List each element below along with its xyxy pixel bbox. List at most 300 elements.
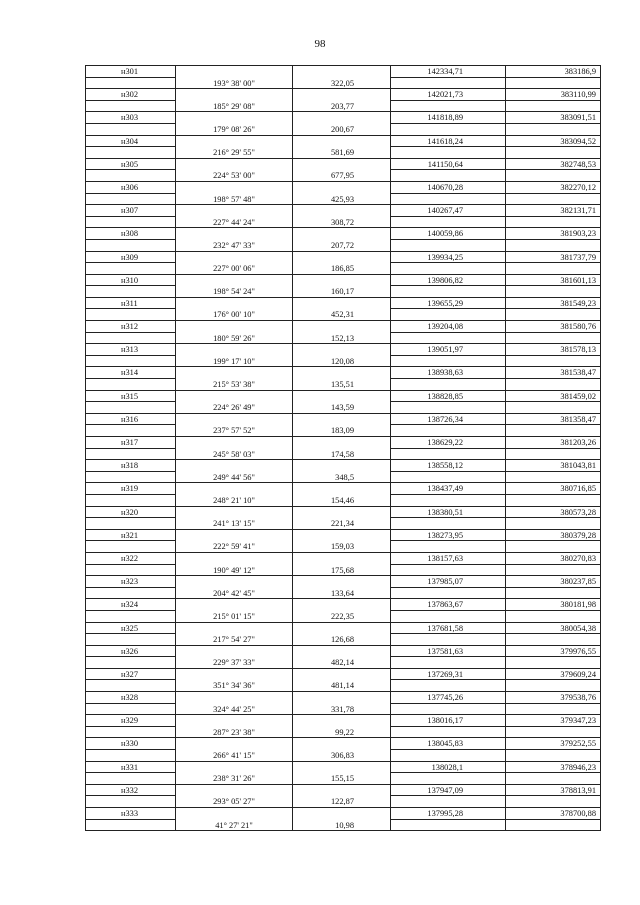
x-coordinate-cell: 139806,82 <box>391 275 506 287</box>
empty-point-cell <box>86 101 176 113</box>
point-id-cell: н309 <box>86 252 176 264</box>
point-id-cell: н322 <box>86 553 176 565</box>
direction-angle-cell: 185° 29' 08" <box>176 101 293 113</box>
empty-x-cell <box>391 634 506 646</box>
point-row <box>86 391 601 403</box>
segment-row <box>86 78 601 90</box>
empty-y-cell <box>506 356 601 368</box>
empty-y-cell <box>506 588 601 600</box>
empty-angle-cell <box>176 414 293 426</box>
point-row <box>86 437 601 449</box>
distance-cell: 482,14 <box>293 657 391 669</box>
y-coordinate-cell: 382270,12 <box>506 182 601 194</box>
y-coordinate-cell: 381358,47 <box>506 414 601 426</box>
segment-row <box>86 449 601 461</box>
point-id-cell: н315 <box>86 391 176 403</box>
point-row <box>86 507 601 519</box>
empty-y-cell <box>506 773 601 785</box>
y-coordinate-cell: 378700,88 <box>506 808 601 820</box>
point-row <box>86 483 601 495</box>
empty-angle-cell <box>176 228 293 240</box>
empty-x-cell <box>391 495 506 507</box>
segment-row <box>86 101 601 113</box>
segment-row <box>86 333 601 345</box>
empty-y-cell <box>506 101 601 113</box>
empty-angle-cell <box>176 715 293 727</box>
empty-angle-cell <box>176 275 293 287</box>
empty-point-cell <box>86 309 176 321</box>
empty-y-cell <box>506 333 601 345</box>
y-coordinate-cell: 380054,38 <box>506 623 601 635</box>
x-coordinate-cell: 137985,07 <box>391 576 506 588</box>
y-coordinate-cell: 382131,71 <box>506 205 601 217</box>
empty-distance-cell <box>293 298 391 310</box>
point-id-cell: н304 <box>86 136 176 148</box>
segment-row <box>86 472 601 484</box>
empty-distance-cell <box>293 182 391 194</box>
point-row <box>86 228 601 240</box>
point-id-cell: н325 <box>86 623 176 635</box>
distance-cell: 126,68 <box>293 634 391 646</box>
point-id-cell: н302 <box>86 89 176 101</box>
empty-x-cell <box>391 240 506 252</box>
x-coordinate-cell: 137863,67 <box>391 599 506 611</box>
empty-x-cell <box>391 518 506 530</box>
direction-angle-cell: 198° 54' 24" <box>176 286 293 298</box>
distance-cell: 99,22 <box>293 727 391 739</box>
empty-distance-cell <box>293 762 391 774</box>
distance-cell: 133,64 <box>293 588 391 600</box>
point-row <box>86 692 601 704</box>
distance-cell: 677,95 <box>293 170 391 182</box>
empty-angle-cell <box>176 66 293 78</box>
empty-point-cell <box>86 750 176 762</box>
segment-row <box>86 402 601 414</box>
empty-point-cell <box>86 263 176 275</box>
y-coordinate-cell: 379538,76 <box>506 692 601 704</box>
point-id-cell: н316 <box>86 414 176 426</box>
x-coordinate-cell: 141818,89 <box>391 112 506 124</box>
empty-point-cell <box>86 518 176 530</box>
segment-row <box>86 820 601 832</box>
empty-angle-cell <box>176 437 293 449</box>
empty-angle-cell <box>176 553 293 565</box>
y-coordinate-cell: 383110,99 <box>506 89 601 101</box>
segment-row <box>86 217 601 229</box>
empty-point-cell <box>86 704 176 716</box>
empty-distance-cell <box>293 530 391 542</box>
empty-distance-cell <box>293 785 391 797</box>
empty-y-cell <box>506 78 601 90</box>
empty-x-cell <box>391 727 506 739</box>
point-id-cell: н305 <box>86 159 176 171</box>
point-row <box>86 298 601 310</box>
empty-y-cell <box>506 379 601 391</box>
empty-x-cell <box>391 379 506 391</box>
empty-x-cell <box>391 217 506 229</box>
segment-row <box>86 611 601 623</box>
point-id-cell: н312 <box>86 321 176 333</box>
empty-angle-cell <box>176 646 293 658</box>
empty-distance-cell <box>293 112 391 124</box>
segment-row <box>86 309 601 321</box>
segment-row <box>86 147 601 159</box>
direction-angle-cell: 245° 58' 03" <box>176 449 293 461</box>
point-id-cell: н327 <box>86 669 176 681</box>
empty-distance-cell <box>293 321 391 333</box>
point-row <box>86 785 601 797</box>
empty-y-cell <box>506 170 601 182</box>
segment-row <box>86 634 601 646</box>
y-coordinate-cell: 381043,81 <box>506 460 601 472</box>
y-coordinate-cell: 379609,24 <box>506 669 601 681</box>
direction-angle-cell: 227° 00' 06" <box>176 263 293 275</box>
empty-point-cell <box>86 727 176 739</box>
x-coordinate-cell: 138157,63 <box>391 553 506 565</box>
x-coordinate-cell: 139655,29 <box>391 298 506 310</box>
direction-angle-cell: 204° 42' 45" <box>176 588 293 600</box>
y-coordinate-cell: 378946,23 <box>506 762 601 774</box>
empty-x-cell <box>391 78 506 90</box>
empty-angle-cell <box>176 159 293 171</box>
empty-point-cell <box>86 495 176 507</box>
direction-angle-cell: 198° 57' 48" <box>176 194 293 206</box>
direction-angle-cell: 199° 17' 10" <box>176 356 293 368</box>
segment-row <box>86 680 601 692</box>
y-coordinate-cell: 383094,52 <box>506 136 601 148</box>
empty-x-cell <box>391 309 506 321</box>
point-id-cell: н313 <box>86 344 176 356</box>
empty-y-cell <box>506 217 601 229</box>
x-coordinate-cell: 140059,86 <box>391 228 506 240</box>
segment-row <box>86 356 601 368</box>
empty-angle-cell <box>176 599 293 611</box>
direction-angle-cell: 190° 49' 12" <box>176 565 293 577</box>
point-row <box>86 530 601 542</box>
empty-x-cell <box>391 657 506 669</box>
empty-point-cell <box>86 611 176 623</box>
segment-row <box>86 750 601 762</box>
point-row <box>86 89 601 101</box>
empty-point-cell <box>86 773 176 785</box>
x-coordinate-cell: 138045,83 <box>391 738 506 750</box>
empty-distance-cell <box>293 437 391 449</box>
direction-angle-cell: 215° 01' 15" <box>176 611 293 623</box>
empty-y-cell <box>506 704 601 716</box>
empty-angle-cell <box>176 252 293 264</box>
x-coordinate-cell: 138938,63 <box>391 367 506 379</box>
direction-angle-cell: 180° 59' 26" <box>176 333 293 345</box>
segment-row <box>86 240 601 252</box>
empty-point-cell <box>86 565 176 577</box>
point-id-cell: н317 <box>86 437 176 449</box>
empty-x-cell <box>391 402 506 414</box>
point-row <box>86 367 601 379</box>
x-coordinate-cell: 141150,64 <box>391 159 506 171</box>
point-id-cell: н306 <box>86 182 176 194</box>
point-row <box>86 159 601 171</box>
distance-cell: 348,5 <box>293 472 391 484</box>
empty-angle-cell <box>176 136 293 148</box>
empty-point-cell <box>86 588 176 600</box>
point-id-cell: н331 <box>86 762 176 774</box>
point-row <box>86 414 601 426</box>
point-id-cell: н326 <box>86 646 176 658</box>
point-row <box>86 715 601 727</box>
empty-distance-cell <box>293 507 391 519</box>
empty-y-cell <box>506 565 601 577</box>
empty-angle-cell <box>176 530 293 542</box>
point-id-cell: н311 <box>86 298 176 310</box>
distance-cell: 222,35 <box>293 611 391 623</box>
direction-angle-cell: 287° 23' 38" <box>176 727 293 739</box>
y-coordinate-cell: 383186,9 <box>506 66 601 78</box>
empty-angle-cell <box>176 367 293 379</box>
y-coordinate-cell: 381580,76 <box>506 321 601 333</box>
segment-row <box>86 170 601 182</box>
y-coordinate-cell: 379252,55 <box>506 738 601 750</box>
empty-distance-cell <box>293 391 391 403</box>
empty-angle-cell <box>176 460 293 472</box>
x-coordinate-cell: 137269,31 <box>391 669 506 681</box>
empty-point-cell <box>86 796 176 808</box>
direction-angle-cell: 237° 57' 52" <box>176 425 293 437</box>
empty-y-cell <box>506 449 601 461</box>
direction-angle-cell: 229° 37' 33" <box>176 657 293 669</box>
empty-angle-cell <box>176 762 293 774</box>
x-coordinate-cell: 139204,08 <box>391 321 506 333</box>
empty-x-cell <box>391 425 506 437</box>
empty-point-cell <box>86 124 176 136</box>
empty-y-cell <box>506 124 601 136</box>
segment-row <box>86 495 601 507</box>
point-id-cell: н324 <box>86 599 176 611</box>
empty-y-cell <box>506 820 601 832</box>
segment-row <box>86 588 601 600</box>
distance-cell: 143,59 <box>293 402 391 414</box>
point-row <box>86 112 601 124</box>
distance-cell: 203,77 <box>293 101 391 113</box>
empty-angle-cell <box>176 321 293 333</box>
empty-distance-cell <box>293 159 391 171</box>
y-coordinate-cell: 381549,23 <box>506 298 601 310</box>
empty-distance-cell <box>293 89 391 101</box>
empty-y-cell <box>506 495 601 507</box>
empty-x-cell <box>391 194 506 206</box>
y-coordinate-cell: 381737,79 <box>506 252 601 264</box>
segment-row <box>86 657 601 669</box>
point-row <box>86 344 601 356</box>
empty-distance-cell <box>293 553 391 565</box>
distance-cell: 425,93 <box>293 194 391 206</box>
distance-cell: 331,78 <box>293 704 391 716</box>
empty-x-cell <box>391 147 506 159</box>
empty-distance-cell <box>293 205 391 217</box>
y-coordinate-cell: 381538,47 <box>506 367 601 379</box>
point-id-cell: н321 <box>86 530 176 542</box>
empty-angle-cell <box>176 182 293 194</box>
x-coordinate-cell: 137581,63 <box>391 646 506 658</box>
point-id-cell: н307 <box>86 205 176 217</box>
point-row <box>86 205 601 217</box>
distance-cell: 306,83 <box>293 750 391 762</box>
y-coordinate-cell: 380181,98 <box>506 599 601 611</box>
direction-angle-cell: 41° 27' 21" <box>176 820 293 832</box>
segment-row <box>86 124 601 136</box>
point-row <box>86 182 601 194</box>
empty-y-cell <box>506 680 601 692</box>
x-coordinate-cell: 138558,12 <box>391 460 506 472</box>
empty-angle-cell <box>176 205 293 217</box>
distance-cell: 581,69 <box>293 147 391 159</box>
empty-angle-cell <box>176 344 293 356</box>
empty-point-cell <box>86 379 176 391</box>
point-row <box>86 646 601 658</box>
empty-distance-cell <box>293 646 391 658</box>
direction-angle-cell: 217° 54' 27" <box>176 634 293 646</box>
direction-angle-cell: 241° 13' 15" <box>176 518 293 530</box>
distance-cell: 221,34 <box>293 518 391 530</box>
empty-point-cell <box>86 634 176 646</box>
direction-angle-cell: 224° 26' 49" <box>176 402 293 414</box>
x-coordinate-cell: 138726,34 <box>391 414 506 426</box>
empty-x-cell <box>391 472 506 484</box>
empty-x-cell <box>391 333 506 345</box>
x-coordinate-cell: 138437,49 <box>391 483 506 495</box>
direction-angle-cell: 249° 44' 56" <box>176 472 293 484</box>
empty-point-cell <box>86 820 176 832</box>
empty-y-cell <box>506 240 601 252</box>
point-id-cell: н330 <box>86 738 176 750</box>
y-coordinate-cell: 381203,26 <box>506 437 601 449</box>
x-coordinate-cell: 138028,1 <box>391 762 506 774</box>
empty-x-cell <box>391 611 506 623</box>
direction-angle-cell: 266° 41' 15" <box>176 750 293 762</box>
direction-angle-cell: 232° 47' 33" <box>176 240 293 252</box>
distance-cell: 322,05 <box>293 78 391 90</box>
distance-cell: 135,51 <box>293 379 391 391</box>
empty-x-cell <box>391 820 506 832</box>
empty-distance-cell <box>293 367 391 379</box>
point-id-cell: н301 <box>86 66 176 78</box>
y-coordinate-cell: 381459,02 <box>506 391 601 403</box>
empty-y-cell <box>506 472 601 484</box>
empty-point-cell <box>86 78 176 90</box>
point-row <box>86 808 601 820</box>
x-coordinate-cell: 139934,25 <box>391 252 506 264</box>
page-number: 98 <box>314 38 326 50</box>
point-id-cell: н332 <box>86 785 176 797</box>
segment-row <box>86 194 601 206</box>
empty-angle-cell <box>176 89 293 101</box>
x-coordinate-cell: 138380,51 <box>391 507 506 519</box>
empty-x-cell <box>391 773 506 785</box>
empty-angle-cell <box>176 112 293 124</box>
y-coordinate-cell: 379347,23 <box>506 715 601 727</box>
empty-angle-cell <box>176 692 293 704</box>
empty-distance-cell <box>293 692 391 704</box>
empty-x-cell <box>391 680 506 692</box>
empty-x-cell <box>391 750 506 762</box>
point-row <box>86 738 601 750</box>
direction-angle-cell: 238° 31' 26" <box>176 773 293 785</box>
y-coordinate-cell: 378813,91 <box>506 785 601 797</box>
segment-row <box>86 425 601 437</box>
empty-y-cell <box>506 518 601 530</box>
empty-angle-cell <box>176 785 293 797</box>
empty-point-cell <box>86 449 176 461</box>
distance-cell: 481,14 <box>293 680 391 692</box>
x-coordinate-cell: 137745,26 <box>391 692 506 704</box>
empty-x-cell <box>391 541 506 553</box>
empty-x-cell <box>391 565 506 577</box>
point-row <box>86 762 601 774</box>
y-coordinate-cell: 383091,51 <box>506 112 601 124</box>
empty-y-cell <box>506 286 601 298</box>
distance-cell: 452,31 <box>293 309 391 321</box>
empty-distance-cell <box>293 66 391 78</box>
distance-cell: 308,72 <box>293 217 391 229</box>
empty-point-cell <box>86 147 176 159</box>
empty-y-cell <box>506 750 601 762</box>
empty-distance-cell <box>293 460 391 472</box>
segment-row <box>86 565 601 577</box>
distance-cell: 207,72 <box>293 240 391 252</box>
empty-distance-cell <box>293 599 391 611</box>
empty-angle-cell <box>176 483 293 495</box>
y-coordinate-cell: 380716,85 <box>506 483 601 495</box>
empty-y-cell <box>506 727 601 739</box>
point-row <box>86 553 601 565</box>
distance-cell: 155,15 <box>293 773 391 785</box>
empty-point-cell <box>86 286 176 298</box>
empty-point-cell <box>86 472 176 484</box>
point-row <box>86 460 601 472</box>
empty-angle-cell <box>176 738 293 750</box>
empty-y-cell <box>506 309 601 321</box>
distance-cell: 174,58 <box>293 449 391 461</box>
y-coordinate-cell: 380573,28 <box>506 507 601 519</box>
distance-cell: 159,03 <box>293 541 391 553</box>
point-id-cell: н329 <box>86 715 176 727</box>
empty-distance-cell <box>293 669 391 681</box>
empty-point-cell <box>86 333 176 345</box>
distance-cell: 154,46 <box>293 495 391 507</box>
empty-distance-cell <box>293 808 391 820</box>
distance-cell: 10,98 <box>293 820 391 832</box>
direction-angle-cell: 227° 44' 24" <box>176 217 293 229</box>
empty-angle-cell <box>176 507 293 519</box>
distance-cell: 122,87 <box>293 796 391 808</box>
point-id-cell: н323 <box>86 576 176 588</box>
x-coordinate-cell: 137947,09 <box>391 785 506 797</box>
direction-angle-cell: 179° 08' 26" <box>176 124 293 136</box>
y-coordinate-cell: 379976,55 <box>506 646 601 658</box>
empty-y-cell <box>506 425 601 437</box>
point-id-cell: н308 <box>86 228 176 240</box>
direction-angle-cell: 351° 34' 36" <box>176 680 293 692</box>
y-coordinate-cell: 380379,28 <box>506 530 601 542</box>
segment-row <box>86 704 601 716</box>
direction-angle-cell: 216° 29' 55" <box>176 147 293 159</box>
point-row <box>86 252 601 264</box>
empty-y-cell <box>506 147 601 159</box>
x-coordinate-cell: 140670,28 <box>391 182 506 194</box>
point-row <box>86 136 601 148</box>
empty-y-cell <box>506 402 601 414</box>
x-coordinate-cell: 138629,22 <box>391 437 506 449</box>
direction-angle-cell: 293° 05' 27" <box>176 796 293 808</box>
